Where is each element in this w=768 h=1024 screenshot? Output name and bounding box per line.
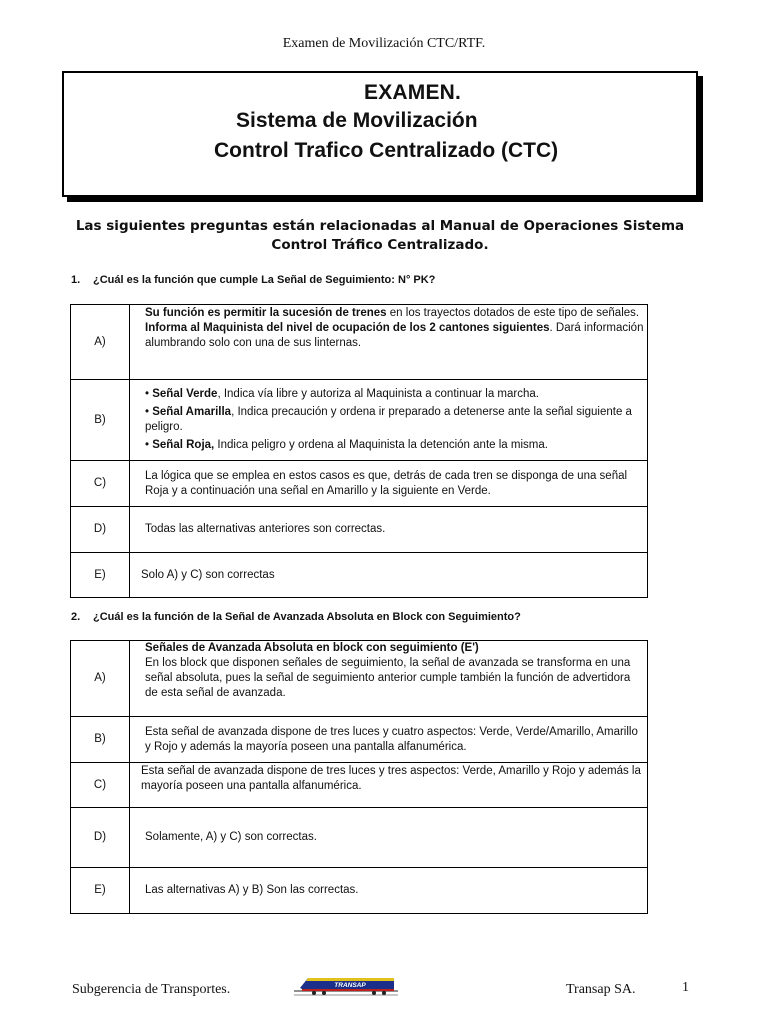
option-bold-text: Señal Amarilla bbox=[152, 406, 232, 418]
option-plain-text: En los block que disponen señales de seguimiento, la señal de avanzada se transforma en una señal absoluta, pues la señal de seguimiento anterior cumple también la función de advertidora de esta señal de avanzada. bbox=[145, 657, 631, 699]
option-label: D) bbox=[71, 808, 130, 868]
transap-logo bbox=[294, 976, 398, 1000]
option-plain-text: en los trayectos dotados de este tipo de señales. bbox=[386, 307, 640, 319]
option-row bbox=[71, 461, 648, 507]
bullet: • bbox=[145, 439, 153, 451]
option-label: A) bbox=[71, 641, 130, 717]
option-row bbox=[71, 868, 648, 914]
bullet: • bbox=[145, 388, 153, 400]
option-row bbox=[71, 763, 648, 808]
exam-subtitle-2: Control Trafico Centralizado (CTC) bbox=[214, 139, 559, 162]
option-row bbox=[71, 305, 648, 380]
page-header: Examen de Movilización CTC/RTF. bbox=[282, 36, 486, 51]
question-text: ¿Cuál es la función que cumple La Señal de Seguimiento: N° PK? bbox=[93, 274, 436, 286]
option-row bbox=[71, 507, 648, 553]
option-text: La lógica que se emplea en estos casos es que, detrás de cada tren se disponga de una señal Roja y a continuación una señal en Amarillo y la siguiente en Verde. bbox=[130, 461, 648, 507]
option-label: B) bbox=[71, 380, 130, 461]
option-label: A) bbox=[71, 305, 130, 380]
option-row bbox=[71, 641, 648, 717]
option-text: Esta señal de avanzada dispone de tres luces y tres aspectos: Verde, Amarillo y Rojo y además la mayoría poseen una pantalla alfanumérica. bbox=[130, 763, 648, 808]
title-box bbox=[62, 71, 698, 197]
option-row bbox=[71, 808, 648, 868]
question-number: 2. bbox=[71, 611, 81, 623]
exam-subtitle: Sistema de Movilización bbox=[236, 109, 478, 132]
intro-line-2: Control Tráfico Centralizado. bbox=[271, 237, 489, 253]
intro-line-1: Las siguientes preguntas están relacionadas al Manual de Operaciones Sistema bbox=[75, 218, 685, 234]
option-text: Solo A) y C) son correctas bbox=[130, 553, 648, 598]
option-label: D) bbox=[71, 507, 130, 553]
option-label: B) bbox=[71, 717, 130, 763]
question-1-options-table bbox=[70, 304, 648, 598]
option-text: Esta señal de avanzada dispone de tres luces y cuatro aspectos: Verde, Verde/Amarillo, Amarillo y Rojo y además la mayoría poseen una pantalla alfanumérica. bbox=[130, 717, 648, 763]
option-bold-text: Informa al Maquinista del nivel de ocupación de los 2 cantones siguientes bbox=[145, 322, 550, 334]
option-label: E) bbox=[71, 553, 130, 598]
option-plain-text: . Dará información alumbrando solo con una de sus linternas. bbox=[145, 322, 644, 349]
option-plain-text: , Indica vía libre y autoriza al Maquinista a continuar la marcha. bbox=[217, 388, 539, 400]
option-row bbox=[71, 717, 648, 763]
option-text: Las alternativas A) y B) Son las correctas. bbox=[130, 868, 648, 914]
question-number: 1. bbox=[71, 274, 81, 286]
option-text: Todas las alternativas anteriores son correctas. bbox=[130, 507, 648, 553]
option-bold-text: Señal Verde bbox=[152, 388, 218, 400]
option-text bbox=[130, 305, 648, 380]
intro-text bbox=[70, 217, 690, 255]
option-label: C) bbox=[71, 763, 130, 808]
exam-title: EXAMEN. bbox=[364, 81, 462, 104]
option-text bbox=[130, 380, 648, 461]
logo-text: TRANSAP bbox=[334, 982, 366, 989]
question-2 bbox=[71, 611, 521, 623]
option-text bbox=[130, 641, 648, 717]
option-text: Solamente, A) y C) son correctas. bbox=[130, 808, 648, 868]
option-label: C) bbox=[71, 461, 130, 507]
option-row bbox=[71, 380, 648, 461]
footer-department: Subgerencia de Transportes. bbox=[72, 982, 231, 997]
bullet: • bbox=[145, 406, 153, 418]
option-bold-text: Su función es permitir la sucesión de trenes bbox=[145, 307, 387, 319]
footer-company: Transap SA. bbox=[566, 982, 636, 997]
option-row bbox=[71, 553, 648, 598]
option-bold-text: Señales de Avanzada Absoluta en block con seguimiento (E') bbox=[145, 642, 479, 654]
question-2-options-table bbox=[70, 640, 648, 914]
option-bold-text: Señal Roja, bbox=[152, 439, 215, 451]
question-1 bbox=[71, 274, 435, 286]
option-plain-text: , Indica precaución y ordena ir preparado a detenerse ante la señal siguiente a peligro. bbox=[145, 406, 632, 433]
page-number: 1 bbox=[682, 980, 689, 995]
option-label: E) bbox=[71, 868, 130, 914]
option-plain-text: Indica peligro y ordena al Maquinista la detención ante la misma. bbox=[214, 439, 548, 451]
question-text: ¿Cuál es la función de la Señal de Avanzada Absoluta en Block con Seguimiento? bbox=[93, 611, 521, 623]
